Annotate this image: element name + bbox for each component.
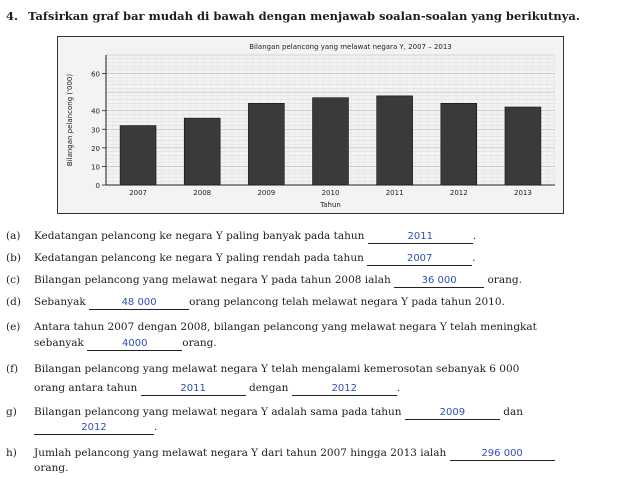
bar-chart xyxy=(57,36,564,214)
item-text: Kedatangan pelancong ke negara Y paling banyak pada tahun xyxy=(34,230,365,242)
x-tick-label: 2007 xyxy=(129,189,147,197)
answer-field: 2009 xyxy=(405,407,500,420)
bar xyxy=(184,118,220,185)
item-text: Jumlah pelancong yang melawat negara Y dari tahun 2007 hingga 2013 ialah xyxy=(34,447,447,459)
item-c xyxy=(6,273,522,288)
question-instruction: Tafsirkan graf bar mudah di bawah dengan menjawab soalan-soalan yang berikutnya. xyxy=(28,9,580,23)
item-label: (d) xyxy=(6,296,21,308)
item-text: Bilangan pelancong yang melawat negara Y telah mengalami kemerosotan sebanyak 6 000 xyxy=(34,363,520,375)
item-g xyxy=(6,405,523,420)
item-f xyxy=(6,362,519,376)
answer-field: 4000 xyxy=(87,338,182,351)
item-label: (e) xyxy=(6,321,21,333)
item-text: dan xyxy=(503,406,523,418)
x-tick-label: 2009 xyxy=(257,189,276,197)
item-text: Bilangan pelancong yang melawat negara Y adalah sama pada tahun xyxy=(34,406,402,418)
y-tick-label: 20 xyxy=(91,144,100,153)
item-f-line2 xyxy=(34,381,400,396)
answer-field: 2012 xyxy=(34,422,154,435)
y-tick-label: 0 xyxy=(95,182,100,190)
answer-field: 2007 xyxy=(367,253,472,266)
item-text: Bilangan pelancong yang melawat negara Y pada tahun 2008 ialah xyxy=(34,274,391,286)
y-tick-label: 40 xyxy=(91,107,100,116)
bar xyxy=(248,103,284,185)
x-tick-label: 2013 xyxy=(514,189,532,197)
bar xyxy=(313,98,349,185)
item-label: (b) xyxy=(6,252,21,264)
y-tick-label: 30 xyxy=(91,126,100,135)
item-e-line2 xyxy=(34,336,217,351)
answer-field: 48 000 xyxy=(89,297,189,310)
item-e xyxy=(6,320,537,334)
y-tick-label: 60 xyxy=(91,70,100,79)
item-label: (a) xyxy=(6,230,21,242)
y-axis-label: Bilangan pelancong ('000) xyxy=(66,73,74,167)
item-end: . xyxy=(154,421,158,433)
item-text: Antara tahun 2007 dengan 2008, bilangan pelancong yang melawat negara Y telah meningkat xyxy=(34,321,537,333)
item-h xyxy=(6,446,555,461)
x-tick-label: 2008 xyxy=(193,189,212,197)
item-end: orang. xyxy=(487,274,522,286)
item-label: (f) xyxy=(6,363,19,375)
item-text: Kedatangan pelancong ke negara Y paling rendah pada tahun xyxy=(34,252,364,264)
item-h-line2 xyxy=(34,461,68,475)
bar xyxy=(505,107,541,185)
item-end: . xyxy=(472,252,476,264)
item-end: orang. xyxy=(34,462,69,474)
item-g-line2 xyxy=(34,420,157,435)
answer-field: 2011 xyxy=(141,383,246,396)
question-number: 4. xyxy=(6,9,19,23)
item-label: g) xyxy=(6,406,17,418)
chart-title: Bilangan pelancong yang melawat negara Y, 2007 – 2013 xyxy=(249,43,452,51)
answer-field: 36 000 xyxy=(394,275,484,288)
item-end: orang pelancong telah melawat negara Y pada tahun 2010. xyxy=(189,296,505,308)
x-tick-label: 2011 xyxy=(385,189,404,197)
item-label: h) xyxy=(6,447,17,459)
item-text: sebanyak xyxy=(34,337,84,349)
item-text: dengan xyxy=(249,382,289,394)
item-a xyxy=(6,229,476,244)
x-tick-label: 2012 xyxy=(449,189,468,197)
item-end: . xyxy=(472,230,477,242)
answer-field: 2012 xyxy=(292,383,397,396)
answer-field: 296 000 xyxy=(450,448,555,461)
item-text: Sebanyak xyxy=(34,296,86,308)
y-tick-label: 10 xyxy=(91,163,100,172)
x-axis-label: Tahun xyxy=(320,201,341,209)
item-d xyxy=(6,295,505,310)
answer-field: 2011 xyxy=(368,231,473,244)
bar xyxy=(120,126,156,185)
x-tick-label: 2010 xyxy=(321,189,340,197)
item-label: (c) xyxy=(6,274,21,286)
bar-chart-svg xyxy=(58,37,563,213)
item-end: orang. xyxy=(182,337,217,349)
bar xyxy=(441,103,477,185)
item-end: . xyxy=(396,382,401,394)
item-text: orang antara tahun xyxy=(34,382,138,394)
question-heading xyxy=(6,9,580,23)
bar xyxy=(377,96,413,185)
item-b xyxy=(6,251,476,266)
